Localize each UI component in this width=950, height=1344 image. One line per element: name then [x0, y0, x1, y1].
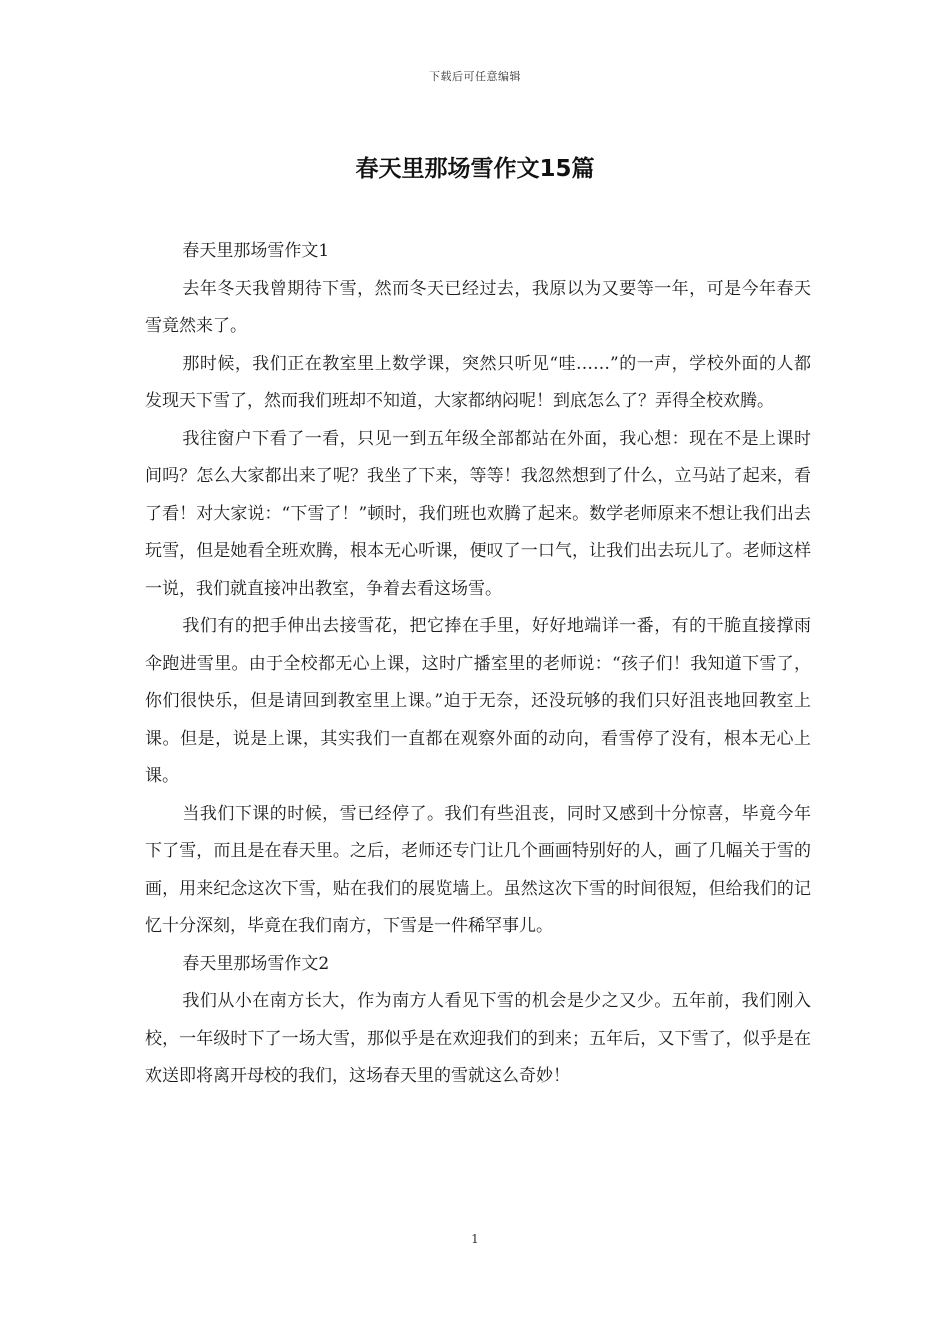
paragraph: 那时候，我们正在教室里上数学课，突然只听见“哇……”的一声，学校外面的人都发现天下雪了，然而我们班却不知道，大家都纳闷呢！到底怎么了？弄得全校欢腾。: [145, 353, 811, 411]
paragraph: 我们有的把手伸出去接雪花，把它捧在手里，好好地端详一番，有的干脆直接撑雨伞跑进雪里。由于全校都无心上课，这时广播室里的老师说：“孩子们！我知道下雪了，你们很快乐，但是请回到教室里上课。”迫于无奈，还没玩够的我们只好沮丧地回教室上课。但是，说是上课，其实我们一直都在观察外面的动向，看雪停了没有，根本无心上课。: [145, 616, 811, 786]
paragraph: 去年冬天我曾期待下雪，然而冬天已经过去，我原以为又要等一年，可是今年春天雪竟然来了。: [145, 278, 811, 336]
essay-heading-1: 春天里那场雪作文1: [182, 241, 330, 261]
document-body: [145, 233, 811, 1096]
paragraph: 我们从小在南方长大，作为南方人看见下雪的机会是少之又少。五年前，我们刚入校，一年级时下了一场大雪，那似乎是在欢迎我们的到来；五年后，又下雪了，似乎是在欢送即将离开母校的我们，这场春天里的雪就这么奇妙！: [145, 991, 811, 1086]
essay-heading-2: 春天里那场雪作文2: [182, 953, 330, 974]
paragraph: 我往窗户下看了一看，只见一到五年级全部都站在外面，我心想：现在不是上课时间吗？怎么大家都出来了呢？我坐了下来，等等！我忽然想到了什么，立马站了起来，看了看！对大家说：“下雪了！”顿时，我们班也欢腾了起来。数学老师原来不想让我们出去玩雪，但是她看全班欢腾，根本无心听课，便叹了一口气，让我们出去玩儿了。老师这样一说，我们就直接冲出教室，争着去看这场雪。: [145, 428, 811, 599]
document-title: 春天里那场雪作文15篇: [355, 156, 595, 182]
paragraph: 当我们下课的时候，雪已经停了。我们有些沮丧，同时又感到十分惊喜，毕竟今年下了雪，而且是在春天里。之后，老师还专门让几个画画特别好的人，画了几幅关于雪的画，用来纪念这次下雪，贴在我们的展览墙上。虽然这次下雪的时间很短，但给我们的记忆十分深刻，毕竟在我们南方，下雪是一件稀罕事儿。: [145, 803, 811, 936]
page-number: 1: [471, 1232, 479, 1246]
page-header-note: 下载后可任意编辑: [429, 70, 521, 83]
